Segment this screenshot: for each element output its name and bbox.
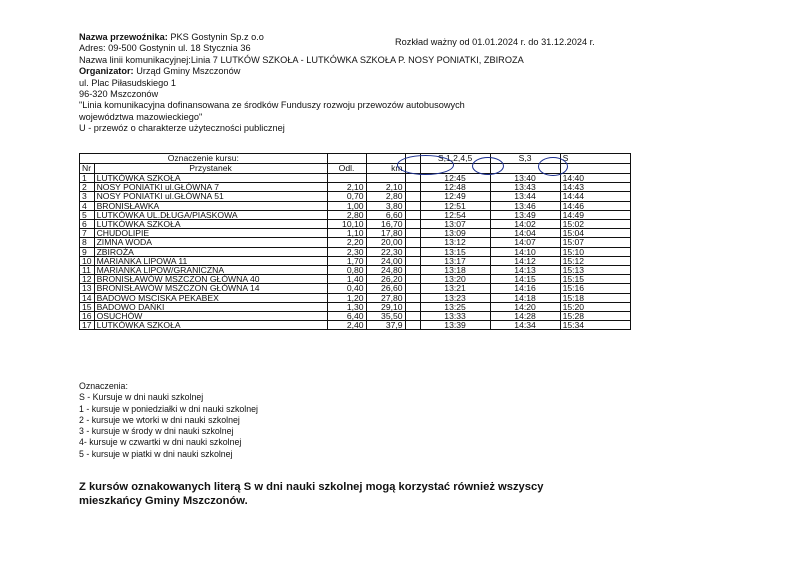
stop-name: LUTKÓWKA SZKOŁA	[94, 321, 327, 330]
spacer-cell	[405, 321, 420, 330]
note-line-2: mieszkańcy Gminy Mszczonów.	[79, 495, 248, 507]
departure-time-course-2: 13:40	[490, 174, 560, 183]
stop-number: 1	[80, 174, 95, 183]
segment-distance: 2,20	[327, 238, 366, 247]
cumulative-km: 29,10	[366, 302, 405, 311]
schedule-table	[79, 153, 631, 330]
departure-time-course-2: 14:04	[490, 229, 560, 238]
departure-time-course-2: 14:18	[490, 293, 560, 302]
table-row	[80, 321, 631, 330]
segment-distance: 0,70	[327, 192, 366, 201]
cumulative-km: 17,80	[366, 229, 405, 238]
departure-time-course-3: 15:02	[560, 220, 630, 229]
stop-number: 2	[80, 183, 95, 192]
departure-time-course-2: 14:10	[490, 247, 560, 256]
departure-time-course-3: 14:46	[560, 201, 630, 210]
stop-name: LUTKÓWKA SZKOŁA	[94, 174, 327, 183]
course-code-3: S	[560, 154, 630, 164]
departure-time-course-2: 14:34	[490, 321, 560, 330]
table-row	[80, 238, 631, 247]
spacer-cell	[405, 174, 420, 183]
spacer-cell	[405, 302, 420, 311]
segment-distance: 6,40	[327, 312, 366, 321]
legend-item: S - Kursuje w dni nauki szkolnej	[79, 392, 204, 403]
table-row	[80, 192, 631, 201]
segment-distance: 1,70	[327, 256, 366, 265]
stop-number: 8	[80, 238, 95, 247]
stop-number: 11	[80, 266, 95, 275]
departure-time-course-3: 15:13	[560, 266, 630, 275]
departure-time-course-1: 13:07	[420, 220, 490, 229]
departure-time-course-1: 13:09	[420, 229, 490, 238]
stop-name: MARIANKA LIPOWA 11	[94, 256, 327, 265]
stop-name: NOSY PONIATKI ul.GŁÓWNA 7	[94, 183, 327, 192]
residents-note	[79, 480, 543, 508]
public-service-note: U - przewóz o charakterze użyteczności publicznej	[79, 123, 285, 134]
cumulative-km: 27,80	[366, 293, 405, 302]
stop-name: BRONISŁAWKA	[94, 201, 327, 210]
departure-time-course-2: 14:02	[490, 220, 560, 229]
cumulative-km: 37,9	[366, 321, 405, 330]
table-row	[80, 293, 631, 302]
km-header: km	[366, 164, 405, 174]
segment-distance: 1,40	[327, 275, 366, 284]
legend-item: 5 - kursuje w piatki w dni nauki szkolnej	[79, 448, 233, 459]
cumulative-km: 2,10	[366, 183, 405, 192]
cumulative-km: 20,00	[366, 238, 405, 247]
spacer-cell	[405, 229, 420, 238]
segment-distance: 2,30	[327, 247, 366, 256]
stop-number: 6	[80, 220, 95, 229]
organizer-line	[79, 66, 699, 77]
stop-number: 10	[80, 256, 95, 265]
odl-header: Odl.	[327, 164, 366, 174]
stop-number: 13	[80, 284, 95, 293]
departure-time-course-1: 12:48	[420, 183, 490, 192]
cumulative-km: 3,80	[366, 201, 405, 210]
organizer-value: Urząd Gminy Mszczonów	[136, 66, 241, 77]
stop-number: 16	[80, 312, 95, 321]
stop-number: 15	[80, 302, 95, 311]
segment-distance: 0,80	[327, 266, 366, 275]
segment-distance: 10,10	[327, 220, 366, 229]
stop-name: LUTKÓWKA SZKOŁA	[94, 220, 327, 229]
departure-time-course-3: 15:28	[560, 312, 630, 321]
course-circle-1	[397, 155, 454, 175]
departure-time-course-2: 13:46	[490, 201, 560, 210]
legend-item: 4- kursuje w czwartki w dni nauki szkolnej	[79, 437, 242, 448]
stop-name: BRONISŁAWÓW MSZCZON GŁÓWNA 40	[94, 275, 327, 284]
cumulative-km: 22,30	[366, 247, 405, 256]
segment-distance: 1,10	[327, 229, 366, 238]
stop-number: 17	[80, 321, 95, 330]
departure-time-course-1: 13:17	[420, 256, 490, 265]
carrier-line	[79, 32, 699, 43]
stop-number: 5	[80, 210, 95, 219]
table-row	[80, 247, 631, 256]
cumulative-km: 2,80	[366, 192, 405, 201]
spacer-cell	[405, 238, 420, 247]
segment-distance: 2,10	[327, 183, 366, 192]
stop-number: 4	[80, 201, 95, 210]
departure-time-course-3: 15:34	[560, 321, 630, 330]
nr-header: Nr	[80, 164, 95, 174]
funding-line-2: województwa mazowieckiego"	[79, 111, 203, 122]
spacer-cell	[405, 284, 420, 293]
segment-distance: 2,80	[327, 210, 366, 219]
departure-time-course-3: 15:04	[560, 229, 630, 238]
segment-distance: 1,00	[327, 201, 366, 210]
stop-number: 12	[80, 275, 95, 284]
course-label: Oznaczenie kursu:	[167, 153, 239, 164]
departure-time-course-1: 13:25	[420, 302, 490, 311]
cumulative-km: 35,50	[366, 312, 405, 321]
address: Adres: 09-500 Gostynin ul. 18 Stycznia 36	[79, 43, 251, 54]
departure-time-course-2: 13:43	[490, 183, 560, 192]
departure-time-course-1: 13:39	[420, 321, 490, 330]
cumulative-km: 6,60	[366, 210, 405, 219]
departure-time-course-1: 13:15	[420, 247, 490, 256]
departure-time-course-2: 14:07	[490, 238, 560, 247]
stop-name: OSUCHÓW	[94, 312, 327, 321]
note-line-1: Z kursów oznakowanych literą S w dni nauki szkolnej mogą korzystać również wszyscy	[79, 481, 544, 493]
stop-header: Przystanek	[94, 164, 327, 174]
departure-time-course-1: 13:21	[420, 284, 490, 293]
spacer-cell	[405, 210, 420, 219]
spacer-cell	[405, 220, 420, 229]
segment-distance: 1,20	[327, 293, 366, 302]
carrier-label: Nazwa przewoźnika:	[79, 32, 168, 42]
organizer-label: Organizator:	[79, 66, 134, 77]
departure-time-course-3: 15:16	[560, 284, 630, 293]
spacer-cell	[405, 275, 420, 284]
departure-time-course-3: 14:43	[560, 183, 630, 192]
departure-time-course-2: 14:12	[490, 256, 560, 265]
schedule-rows	[80, 174, 631, 330]
departure-time-course-1: 12:54	[420, 210, 490, 219]
legend-item: 1 - kursuje w poniedziałki w dni nauki szkolnej	[79, 403, 258, 414]
departure-time-course-2: 14:16	[490, 284, 560, 293]
departure-time-course-1: 12:51	[420, 201, 490, 210]
cumulative-km: 16,70	[366, 220, 405, 229]
stop-name: MARIANKA LIPOW/GRANICZNA	[94, 266, 327, 275]
spacer-cell	[405, 266, 420, 275]
segment-distance: 1,30	[327, 302, 366, 311]
legend-item: 2 - kursuje we wtorki w dni nauki szkolnej	[79, 414, 240, 425]
funding-line-1: "Linia komunikacyjna dofinansowana ze środków Funduszy rozwoju przewozów autobusowych	[79, 100, 465, 111]
course-circle-3	[538, 157, 568, 176]
header-block	[79, 32, 699, 135]
departure-time-course-3: 14:40	[560, 174, 630, 183]
departure-time-course-1: 12:45	[420, 174, 490, 183]
street: ul. Plac Piłasudskiego 1	[79, 77, 177, 88]
stop-name: ZBIROŻA	[94, 247, 327, 256]
stop-number: 7	[80, 229, 95, 238]
legend	[79, 381, 258, 460]
legend-title: Oznaczenia:	[79, 381, 128, 391]
stop-name: CHUDOLIPIE	[94, 229, 327, 238]
stop-number: 3	[80, 192, 95, 201]
legend-item: 3 - kursuje w środy w dni nauki szkolnej	[79, 426, 234, 437]
course-label-cell	[80, 154, 328, 164]
course-code-2: S,3	[490, 154, 560, 164]
departure-time-course-3: 15:12	[560, 256, 630, 265]
spacer-cell	[405, 201, 420, 210]
stop-number: 9	[80, 247, 95, 256]
spacer-cell	[405, 183, 420, 192]
stop-name: ZIMNA WODA	[94, 238, 327, 247]
course-circle-2	[472, 157, 504, 175]
departure-time-course-2: 14:28	[490, 312, 560, 321]
departure-time-course-3: 15:20	[560, 302, 630, 311]
spacer-cell	[405, 312, 420, 321]
spacer-cell	[405, 256, 420, 265]
course-code-1: S,1,2,4,5	[420, 154, 490, 164]
departure-time-course-1: 12:49	[420, 192, 490, 201]
departure-time-course-2: 14:20	[490, 302, 560, 311]
departure-time-course-2: 13:44	[490, 192, 560, 201]
stop-number: 14	[80, 293, 95, 302]
segment-distance: 2,40	[327, 321, 366, 330]
spacer-cell	[405, 192, 420, 201]
departure-time-course-3: 15:07	[560, 238, 630, 247]
cumulative-km: 24,00	[366, 256, 405, 265]
validity-period: Rozkład ważny od 01.01.2024 r. do 31.12.2024 r.	[395, 37, 595, 47]
cumulative-km: 26,60	[366, 284, 405, 293]
carrier-value: PKS Gostynin Sp.z o.o	[170, 32, 264, 42]
stop-name: BADOWO DAŃKI	[94, 302, 327, 311]
departure-time-course-1: 13:23	[420, 293, 490, 302]
cumulative-km: 24,80	[366, 266, 405, 275]
stop-name: BRONISŁAWÓW MSZCZON GŁÓWNA 14	[94, 284, 327, 293]
departure-time-course-2: 13:49	[490, 210, 560, 219]
line-name: Nazwa linii komunikacyjnej:Linia 7 LUTKÓW SZKOŁA - LUTKÓWKA SZKOŁA P. NOSY PONIATKI, ZBIROZA	[79, 54, 524, 65]
departure-time-course-2: 14:15	[490, 275, 560, 284]
stop-name: LUTKÓWKA UL.DŁUGA/PIASKOWA	[94, 210, 327, 219]
departure-time-course-1: 13:18	[420, 266, 490, 275]
table-row	[80, 284, 631, 293]
departure-time-course-3: 15:10	[560, 247, 630, 256]
departure-time-course-2: 14:13	[490, 266, 560, 275]
postcode: 96-320 Mszczonów	[79, 89, 159, 100]
spacer-cell	[405, 247, 420, 256]
departure-time-course-1: 13:12	[420, 238, 490, 247]
stop-name: NOSY PONIATKI ul.GŁÓWNA 51	[94, 192, 327, 201]
departure-time-course-1: 13:33	[420, 312, 490, 321]
departure-time-course-3: 15:18	[560, 293, 630, 302]
departure-time-course-1: 13:20	[420, 275, 490, 284]
spacer-cell	[405, 293, 420, 302]
cumulative-km: 26,20	[366, 275, 405, 284]
departure-time-course-3: 14:49	[560, 210, 630, 219]
stop-name: BADOWO MSCISKA PEKABEX	[94, 293, 327, 302]
table-row	[80, 201, 631, 210]
departure-time-course-3: 15:15	[560, 275, 630, 284]
segment-distance: 0,40	[327, 284, 366, 293]
departure-time-course-3: 14:44	[560, 192, 630, 201]
